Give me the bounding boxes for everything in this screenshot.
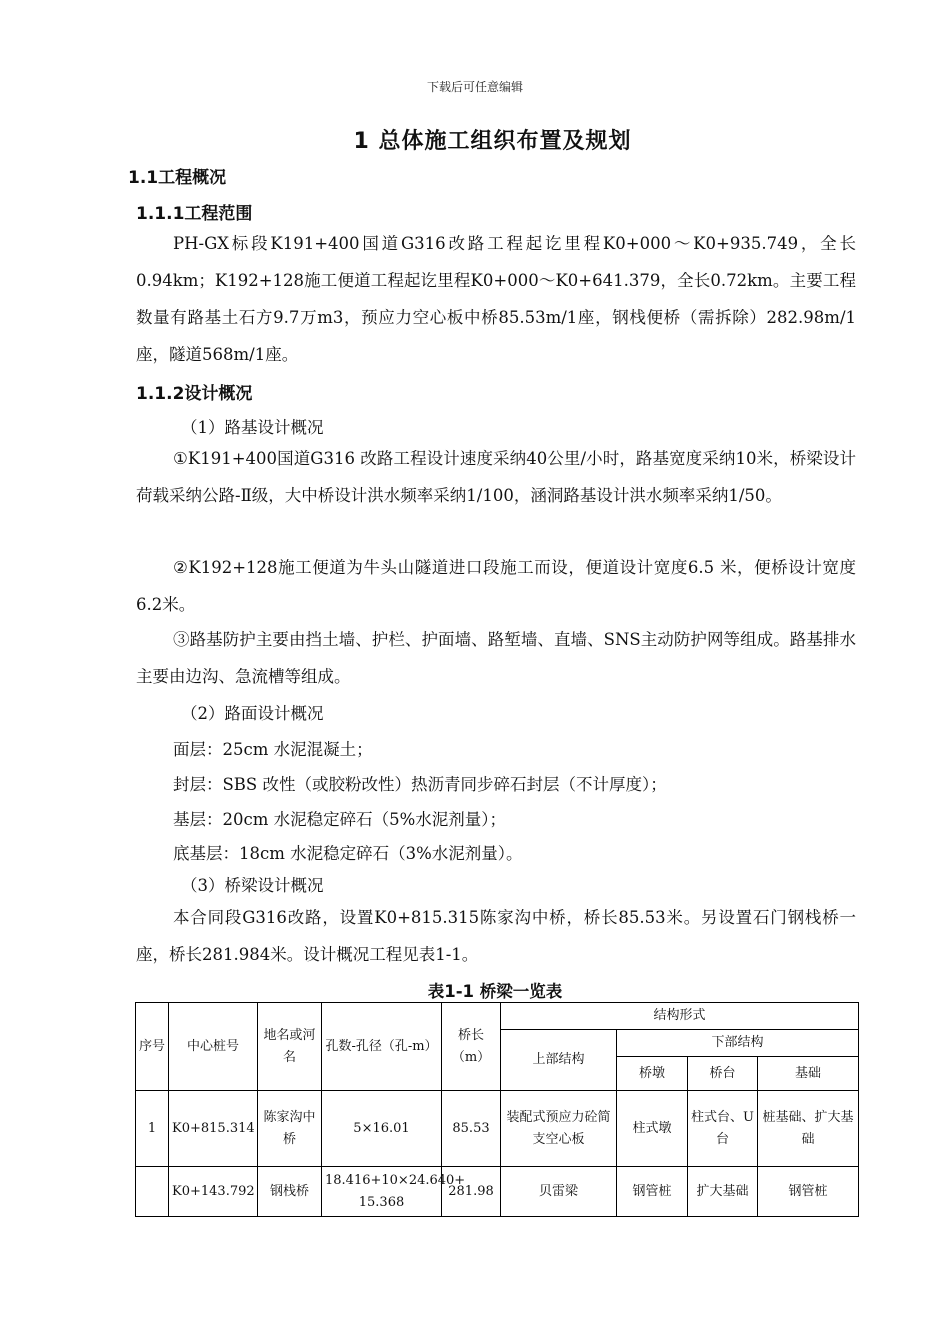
- page-title: 1 总体施工组织布置及规划: [353, 129, 632, 154]
- header-note: 下载后可任意编辑: [426, 80, 523, 94]
- cell-foundation: 桩基础、扩大基础: [758, 1091, 859, 1167]
- cell-station: K0+143.792: [169, 1167, 258, 1217]
- cell-span: 5×16.01: [322, 1091, 442, 1167]
- table-header-structure: 结构形式: [501, 1003, 859, 1030]
- cell-pier: 钢管桩: [617, 1167, 688, 1217]
- cell-foundation: 钢管桩: [758, 1167, 859, 1217]
- cell-no: [136, 1167, 169, 1217]
- cell-length: 85.53: [442, 1091, 501, 1167]
- bridge-table: [135, 1002, 859, 1217]
- table-row: [136, 1091, 859, 1167]
- pavement-layer-base: 基层：20cm 水泥稳定碎石（5%水泥剂量）；: [173, 810, 507, 829]
- table-header-name: 地名或河名: [258, 1003, 322, 1091]
- cell-pier: 柱式墩: [617, 1091, 688, 1167]
- section-heading-scope: 1.1.1工程范围: [136, 204, 253, 224]
- subheading-pavement: （2）路面设计概况: [181, 704, 324, 723]
- table-header-foundation: 基础: [758, 1057, 859, 1091]
- cell-name: 陈家沟中桥: [258, 1091, 322, 1167]
- cell-abutment: 扩大基础: [688, 1167, 758, 1217]
- roadbed-paragraph-1: ①K191+400国道G316 改路工程设计速度采纳40公里/小时，路基宽度采纳10米，桥梁设计荷载采纳公路-Ⅱ级，大中桥设计洪水频率采纳1/100，涵洞路基设计洪水频率采纳1/50。: [136, 449, 856, 505]
- roadbed-paragraph-2: ②K192+128施工便道为牛头山隧道进口段施工而设，便道设计宽度6.5 米，便桥设计宽度6.2米。: [136, 558, 856, 614]
- pavement-layer-surface: 面层：25cm 水泥混凝土；: [173, 740, 373, 759]
- cell-length: 281.98: [442, 1167, 501, 1217]
- table-header-station: 中心桩号: [169, 1003, 258, 1091]
- table-header-abutment: 桥台: [688, 1057, 758, 1091]
- pavement-layer-subbase: 底基层：18cm 水泥稳定碎石（3%水泥剂量）。: [173, 844, 523, 863]
- subheading-roadbed: （1）路基设计概况: [181, 418, 324, 437]
- cell-span: 18.416+10×24.640+ 15.368: [322, 1167, 442, 1217]
- table-header-lower: 下部结构: [617, 1030, 859, 1057]
- table-header-span: 孔数-孔径（孔-m）: [322, 1003, 442, 1091]
- cell-upper: 装配式预应力砼简支空心板: [501, 1091, 617, 1167]
- table-header-upper: 上部结构: [501, 1030, 617, 1091]
- cell-upper: 贝雷梁: [501, 1167, 617, 1217]
- cell-name: 钢栈桥: [258, 1167, 322, 1217]
- table-caption: 表1-1 桥梁一览表: [427, 982, 563, 1001]
- section-heading-overview: 1.1工程概况: [128, 168, 227, 188]
- roadbed-paragraph-3: ③路基防护主要由挡土墙、护栏、护面墙、路堑墙、直墙、SNS主动防护网等组成。路基排水主要由边沟、急流槽等组成。: [136, 630, 856, 686]
- table-header-length: 桥长（m）: [442, 1003, 501, 1091]
- table-row: [136, 1167, 859, 1217]
- table-header-pier: 桥墩: [617, 1057, 688, 1091]
- pavement-layer-seal: 封层：SBS 改性（或胶粉改性）热沥青同步碎石封层（不计厚度）；: [173, 775, 667, 794]
- table-header-no: 序号: [136, 1003, 169, 1091]
- cell-abutment: 柱式台、U台: [688, 1091, 758, 1167]
- cell-no: 1: [136, 1091, 169, 1167]
- scope-paragraph: PH-GX标段K191+400国道G316改路工程起讫里程K0+000～K0+935.749，全长0.94km；K192+128施工便道工程起讫里程K0+000～K0+641.379，全长0.72km。主要工程数量有路基土石方9.7万m3，预应力空心板中桥85.53m/1座，钢栈便桥（需拆除）282.98m/1座，隧道568m/1座。: [136, 234, 856, 364]
- bridge-paragraph: 本合同段G316改路，设置K0+815.315陈家沟中桥，桥长85.53米。另设置石门钢栈桥一座，桥长281.984米。设计概况工程见表1-1。: [136, 908, 856, 964]
- cell-station: K0+815.314: [169, 1091, 258, 1167]
- subheading-bridge: （3）桥梁设计概况: [181, 876, 324, 895]
- section-heading-design: 1.1.2设计概况: [136, 384, 253, 404]
